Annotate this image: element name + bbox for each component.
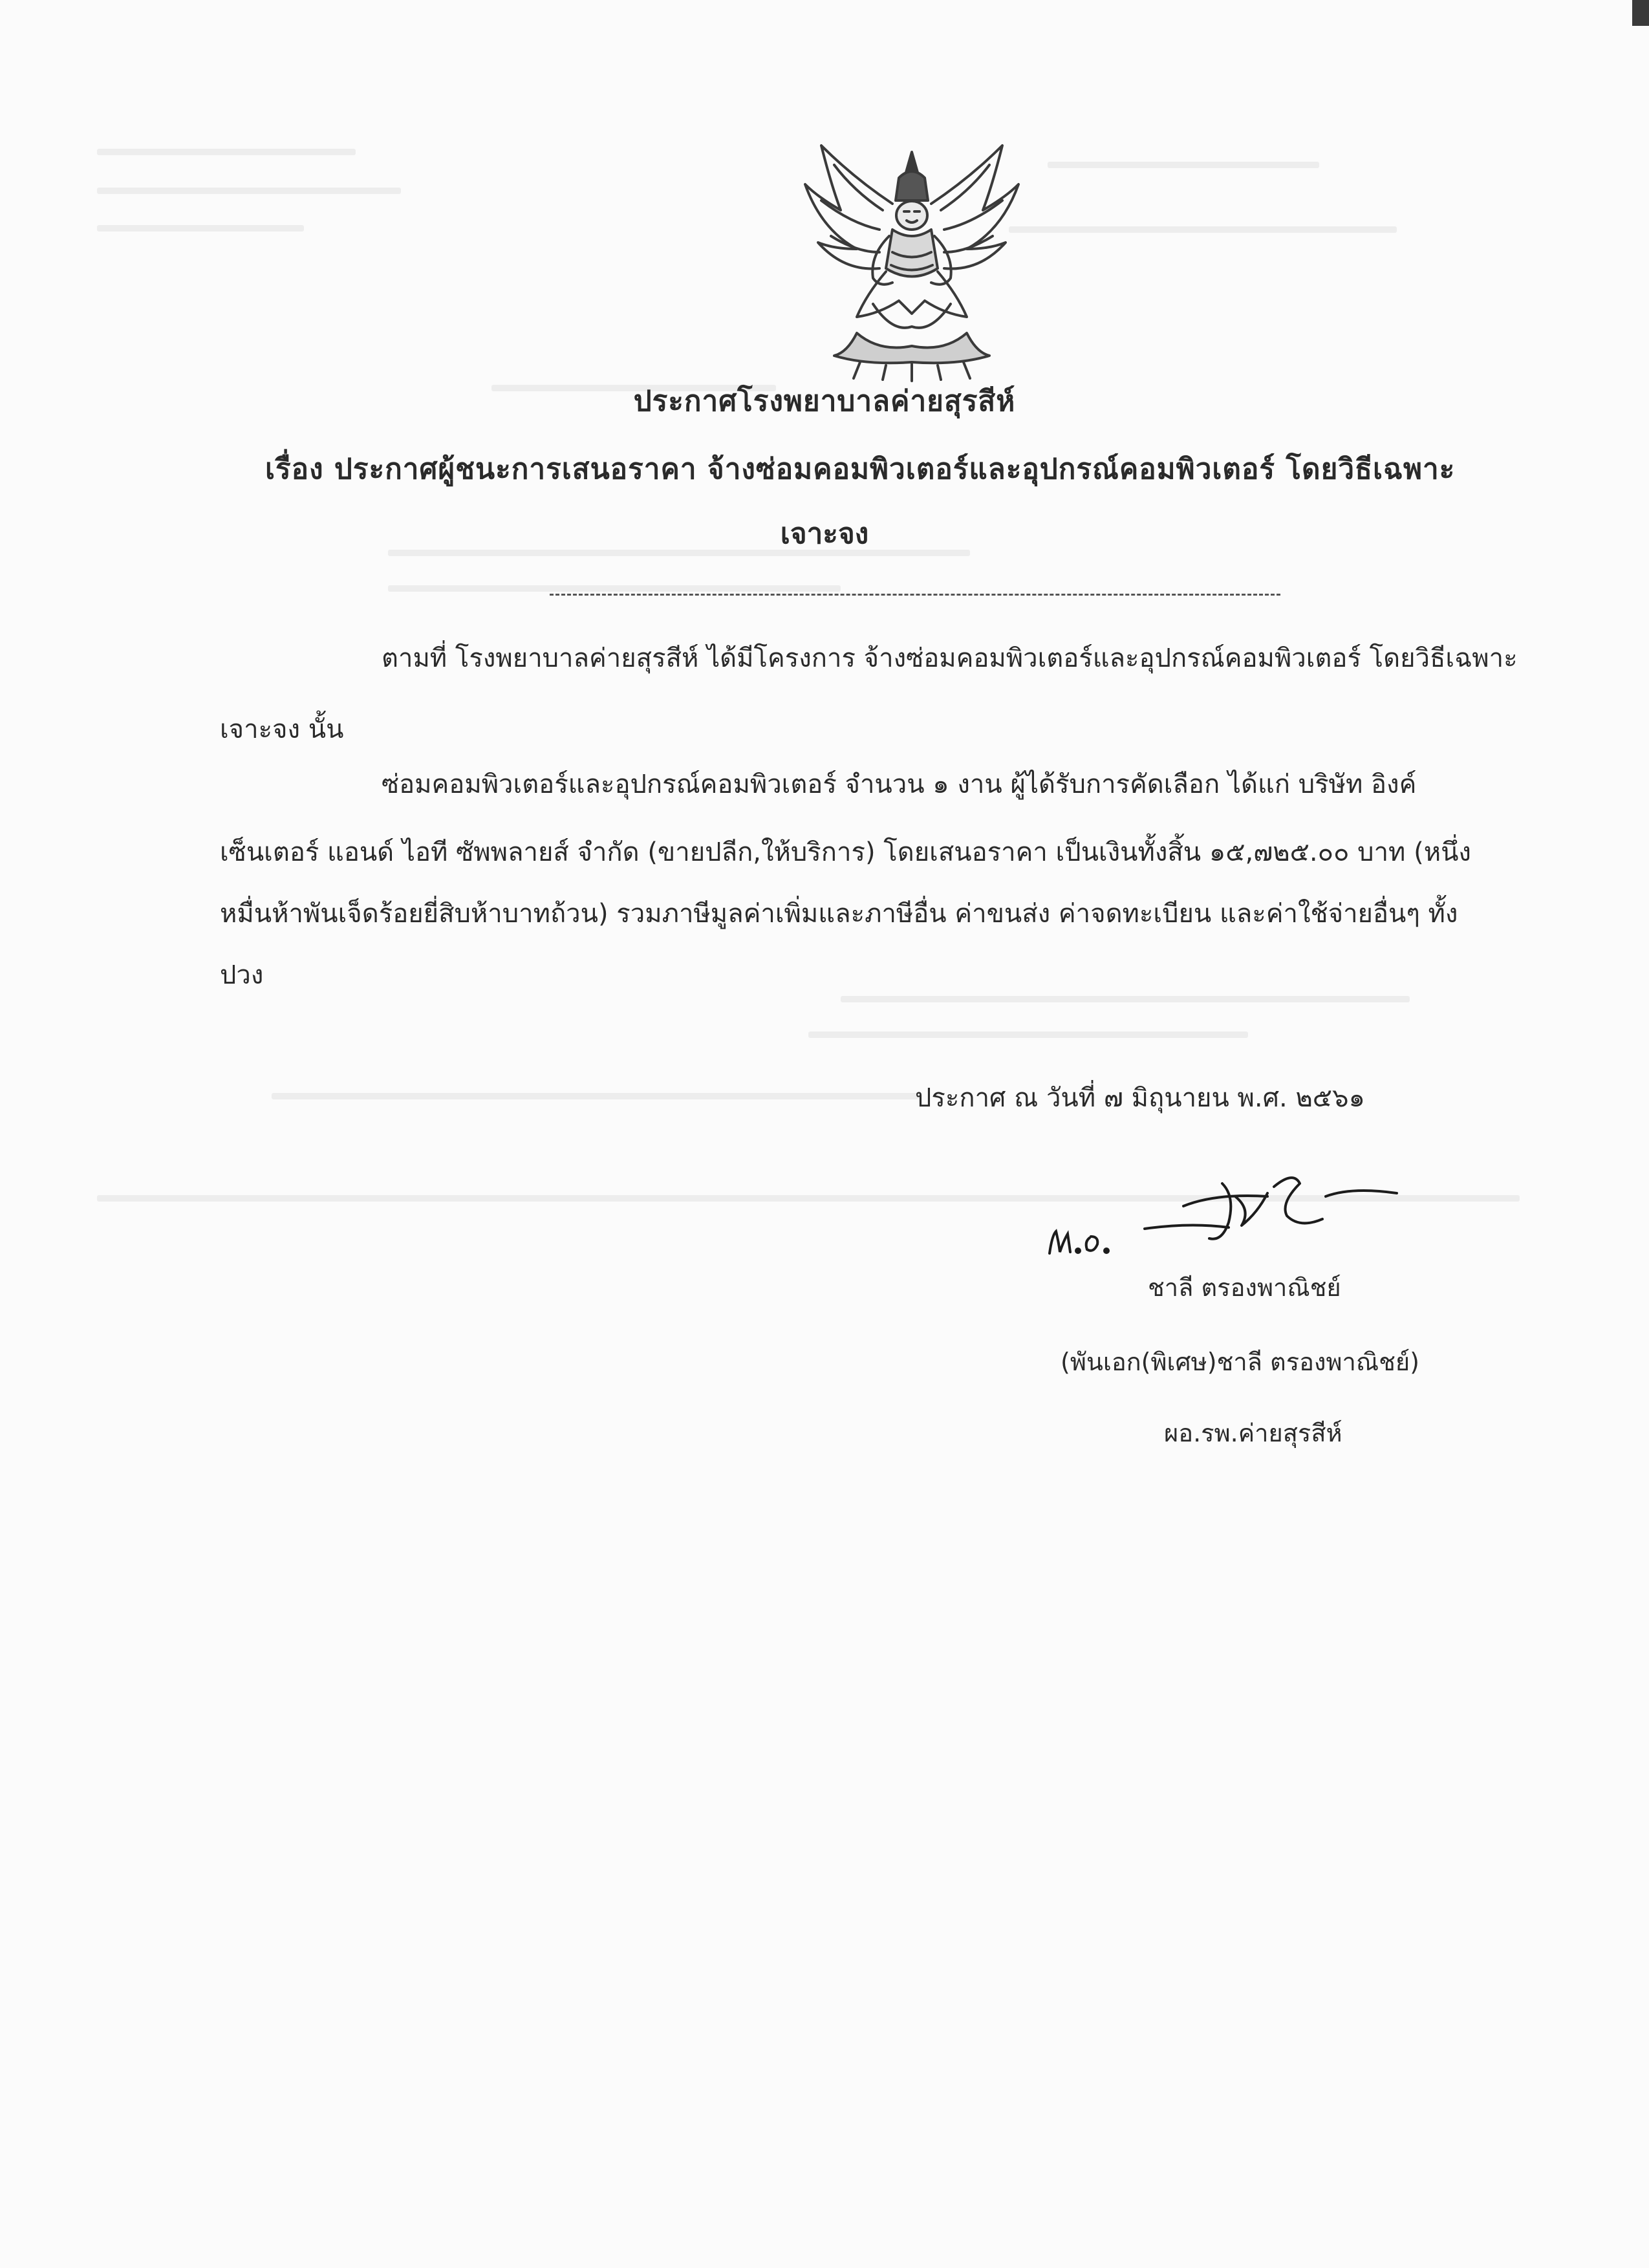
signatory-position: ผอ.รพ.ค่ายสุรสีห์	[1164, 1419, 1342, 1447]
show-through-mark	[97, 188, 401, 194]
show-through-mark	[1009, 226, 1397, 233]
scan-edge	[1632, 0, 1649, 26]
handwritten-signature	[1138, 1158, 1410, 1255]
subject-line: เรื่อง ประกาศผู้ชนะการเสนอราคา จ้างซ่อมคอมพิวเตอร์และอุปกรณ์คอมพิวเตอร์ โดยวิธีเฉพาะ	[265, 453, 1456, 486]
paragraph-2-line-2: เซ็นเตอร์ แอนด์ ไอที ซัพพลายส์ จำกัด (ขายปลีก,ให้บริการ) โดยเสนอราคา เป็นเงินทั้งสิ้น ๑๕,๗๒๕.๐๐ บาท (หนึ่ง	[220, 837, 1471, 867]
show-through-mark	[97, 225, 304, 232]
show-through-mark	[388, 585, 841, 592]
handwritten-initials	[1044, 1222, 1122, 1261]
header-divider	[550, 594, 1280, 596]
show-through-mark	[1048, 162, 1319, 168]
signatory-name: ชาลี ตรองพาณิชย์	[1148, 1273, 1341, 1302]
paragraph-2-line-4: ปวง	[220, 960, 264, 990]
show-through-mark	[808, 1031, 1248, 1038]
announcement-title: ประกาศโรงพยาบาลค่ายสุรสีห์	[633, 385, 1016, 418]
garuda-emblem-icon	[795, 139, 1028, 385]
show-through-mark	[97, 149, 356, 155]
paragraph-1-line-1: ตามที่ โรงพยาบาลค่ายสุรสีห์ ได้มีโครงการ จ้างซ่อมคอมพิวเตอร์และอุปกรณ์คอมพิวเตอร์ โดยวิธีเฉพาะ	[382, 643, 1518, 673]
subject-line-continued: เจาะจง	[780, 517, 869, 550]
paragraph-1-line-2: เจาะจง นั้น	[220, 715, 344, 744]
paragraph-2-line-3: หมื่นห้าพันเจ็ดร้อยยี่สิบห้าบาทถ้วน) รวมภาษีมูลค่าเพิ่มและภาษีอื่น ค่าขนส่ง ค่าจดทะเบียน และค่าใช้จ่ายอื่นๆ ทั้ง	[220, 899, 1458, 929]
show-through-mark	[272, 1093, 918, 1099]
paragraph-2-line-1: ซ่อมคอมพิวเตอร์และอุปกรณ์คอมพิวเตอร์ จำนวน ๑ งาน ผู้ได้รับการคัดเลือก ได้แก่ บริษัท อิงค์	[382, 770, 1417, 799]
announcement-date: ประกาศ ณ วันที่ ๗ มิถุนายน พ.ศ. ๒๕๖๑	[915, 1083, 1365, 1113]
signatory-full-title: (พันเอก(พิเศษ)ชาลี ตรองพาณิชย์)	[1061, 1348, 1420, 1376]
show-through-mark	[841, 996, 1410, 1002]
